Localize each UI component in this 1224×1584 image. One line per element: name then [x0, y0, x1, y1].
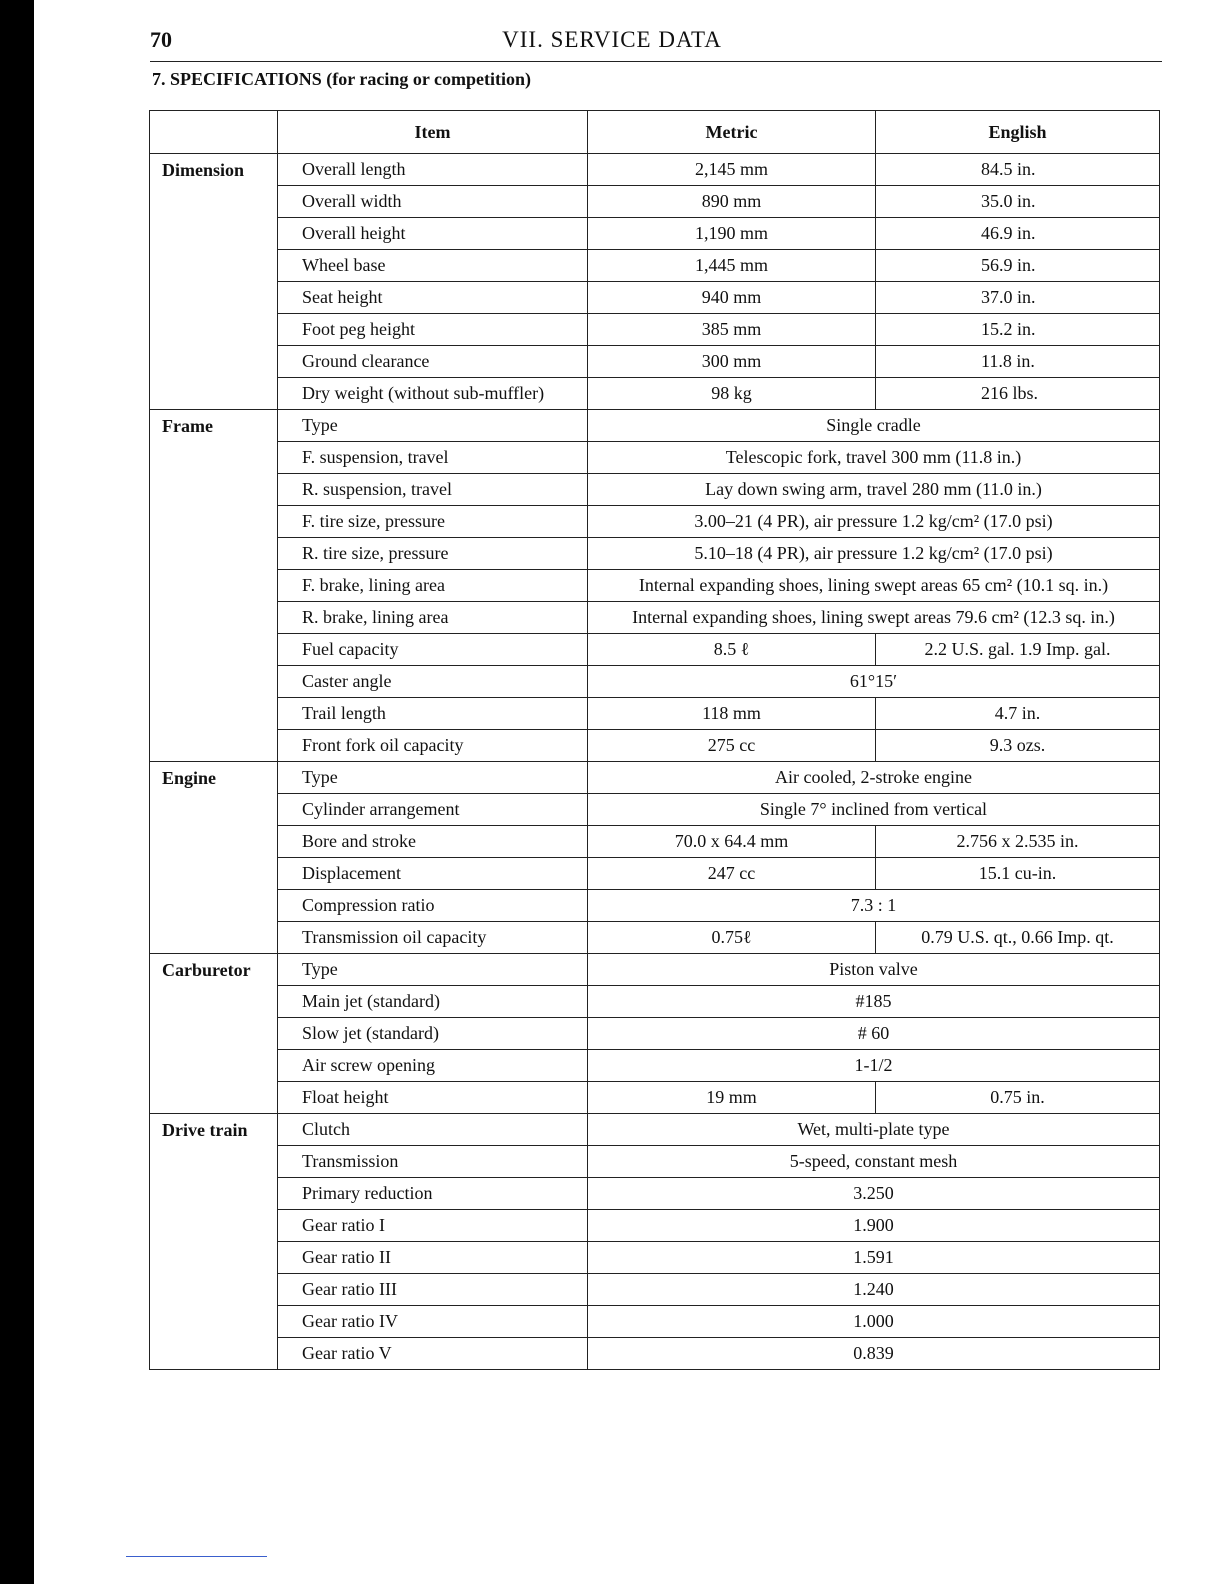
item-label: Gear ratio III: [278, 1274, 588, 1306]
spec-value: Piston valve: [588, 954, 1160, 986]
table-row: [150, 1114, 1160, 1146]
footer-link-underline: [126, 1556, 267, 1557]
item-label: F. brake, lining area: [278, 570, 588, 602]
header-rule: [150, 61, 1162, 62]
table-row: [150, 1338, 1160, 1370]
english-value: 46.9 in.: [876, 218, 1160, 250]
english-value: 35.0 in.: [876, 186, 1160, 218]
specifications-table: [149, 110, 1160, 1370]
table-row: [150, 666, 1160, 698]
item-label: Type: [278, 410, 588, 442]
item-label: Seat height: [278, 282, 588, 314]
spec-value: #185: [588, 986, 1160, 1018]
english-value: 0.75 in.: [876, 1082, 1160, 1114]
item-label: Slow jet (standard): [278, 1018, 588, 1050]
english-value: 9.3 ozs.: [876, 730, 1160, 762]
category-label: Engine: [150, 762, 278, 954]
table-row: [150, 826, 1160, 858]
item-label: Type: [278, 762, 588, 794]
page-number: 70: [150, 27, 172, 52]
spec-value: 0.839: [588, 1338, 1160, 1370]
item-label: Gear ratio II: [278, 1242, 588, 1274]
spec-value: # 60: [588, 1018, 1160, 1050]
english-value: 15.1 cu-in.: [876, 858, 1160, 890]
category-label: Drive train: [150, 1114, 278, 1370]
spec-value: Internal expanding shoes, lining swept areas 79.6 cm² (12.3 sq. in.): [588, 602, 1160, 634]
item-label: Ground clearance: [278, 346, 588, 378]
item-label: Gear ratio V: [278, 1338, 588, 1370]
metric-value: 19 mm: [588, 1082, 876, 1114]
metric-value: 275 cc: [588, 730, 876, 762]
spec-value: 1.000: [588, 1306, 1160, 1338]
item-label: Front fork oil capacity: [278, 730, 588, 762]
english-value: 0.79 U.S. qt., 0.66 Imp. qt.: [876, 922, 1160, 954]
table-row: [150, 762, 1160, 794]
item-label: Float height: [278, 1082, 588, 1114]
table-row: [150, 634, 1160, 666]
table-row: [150, 186, 1160, 218]
category-label: Frame: [150, 410, 278, 762]
spec-value: 1.900: [588, 1210, 1160, 1242]
table-row: [150, 954, 1160, 986]
english-value: 4.7 in.: [876, 698, 1160, 730]
table-row: [150, 378, 1160, 410]
table-row: [150, 154, 1160, 186]
item-label: Overall height: [278, 218, 588, 250]
item-label: Bore and stroke: [278, 826, 588, 858]
item-label: R. suspension, travel: [278, 474, 588, 506]
spec-value: Wet, multi-plate type: [588, 1114, 1160, 1146]
spec-value: 5.10–18 (4 PR), air pressure 1.2 kg/cm² (17.0 psi): [588, 538, 1160, 570]
table-row: [150, 250, 1160, 282]
spec-value: 5-speed, constant mesh: [588, 1146, 1160, 1178]
item-label: Overall length: [278, 154, 588, 186]
table-header-row: [150, 111, 1160, 154]
table-row: [150, 1018, 1160, 1050]
item-label: Trail length: [278, 698, 588, 730]
item-label: Main jet (standard): [278, 986, 588, 1018]
item-label: Gear ratio I: [278, 1210, 588, 1242]
item-label: Foot peg height: [278, 314, 588, 346]
item-label: R. brake, lining area: [278, 602, 588, 634]
spec-value: Internal expanding shoes, lining swept areas 65 cm² (10.1 sq. in.): [588, 570, 1160, 602]
item-label: Compression ratio: [278, 890, 588, 922]
english-value: 15.2 in.: [876, 314, 1160, 346]
spec-value: 1.591: [588, 1242, 1160, 1274]
metric-value: 1,445 mm: [588, 250, 876, 282]
table-row: [150, 794, 1160, 826]
metric-value: 890 mm: [588, 186, 876, 218]
spec-value: 61°15′: [588, 666, 1160, 698]
section-title: 7. SPECIFICATIONS (for racing or competition): [152, 69, 531, 89]
item-label: Primary reduction: [278, 1178, 588, 1210]
table-row: [150, 858, 1160, 890]
column-header-english: English: [876, 111, 1160, 154]
table-row: [150, 698, 1160, 730]
table-row: [150, 218, 1160, 250]
item-label: Caster angle: [278, 666, 588, 698]
item-label: Displacement: [278, 858, 588, 890]
item-label: Cylinder arrangement: [278, 794, 588, 826]
english-value: 216 lbs.: [876, 378, 1160, 410]
table-row: [150, 570, 1160, 602]
item-label: F. suspension, travel: [278, 442, 588, 474]
metric-value: 98 kg: [588, 378, 876, 410]
category-label: Carburetor: [150, 954, 278, 1114]
table-row: [150, 922, 1160, 954]
table-row: [150, 1050, 1160, 1082]
specifications-body: [150, 154, 1160, 1370]
item-label: Dry weight (without sub-muffler): [278, 378, 588, 410]
metric-value: 0.75ℓ: [588, 922, 876, 954]
item-label: Clutch: [278, 1114, 588, 1146]
table-row: [150, 1146, 1160, 1178]
scan-binding-edge: [0, 0, 34, 1584]
metric-value: 1,190 mm: [588, 218, 876, 250]
table-row: [150, 1242, 1160, 1274]
english-value: 11.8 in.: [876, 346, 1160, 378]
spec-value: 3.250: [588, 1178, 1160, 1210]
metric-value: 385 mm: [588, 314, 876, 346]
english-value: 84.5 in.: [876, 154, 1160, 186]
spec-value: Telescopic fork, travel 300 mm (11.8 in.): [588, 442, 1160, 474]
metric-value: 247 cc: [588, 858, 876, 890]
column-header-metric: Metric: [588, 111, 876, 154]
table-row: [150, 410, 1160, 442]
table-row: [150, 1178, 1160, 1210]
item-label: Gear ratio IV: [278, 1306, 588, 1338]
item-label: Type: [278, 954, 588, 986]
table-row: [150, 346, 1160, 378]
spec-value: Single 7° inclined from vertical: [588, 794, 1160, 826]
column-header-category: [150, 111, 278, 154]
item-label: Wheel base: [278, 250, 588, 282]
item-label: Air screw opening: [278, 1050, 588, 1082]
table-row: [150, 474, 1160, 506]
chapter-title: VII. SERVICE DATA: [502, 27, 722, 52]
english-value: 56.9 in.: [876, 250, 1160, 282]
spec-value: Air cooled, 2-stroke engine: [588, 762, 1160, 794]
metric-value: 8.5 ℓ: [588, 634, 876, 666]
table-row: [150, 890, 1160, 922]
spec-value: 7.3 : 1: [588, 890, 1160, 922]
item-label: Transmission: [278, 1146, 588, 1178]
spec-value: 1-1/2: [588, 1050, 1160, 1082]
category-label: Dimension: [150, 154, 278, 410]
spec-value: 3.00–21 (4 PR), air pressure 1.2 kg/cm² (17.0 psi): [588, 506, 1160, 538]
metric-value: 70.0 x 64.4 mm: [588, 826, 876, 858]
column-header-item: Item: [278, 111, 588, 154]
english-value: 2.2 U.S. gal. 1.9 Imp. gal.: [876, 634, 1160, 666]
spec-value: Single cradle: [588, 410, 1160, 442]
table-row: [150, 1082, 1160, 1114]
item-label: Overall width: [278, 186, 588, 218]
table-row: [150, 986, 1160, 1018]
metric-value: 940 mm: [588, 282, 876, 314]
table-row: [150, 730, 1160, 762]
table-row: [150, 602, 1160, 634]
metric-value: 118 mm: [588, 698, 876, 730]
table-row: [150, 442, 1160, 474]
metric-value: 300 mm: [588, 346, 876, 378]
metric-value: 2,145 mm: [588, 154, 876, 186]
table-row: [150, 1210, 1160, 1242]
spec-value: 1.240: [588, 1274, 1160, 1306]
table-row: [150, 538, 1160, 570]
item-label: Transmission oil capacity: [278, 922, 588, 954]
item-label: R. tire size, pressure: [278, 538, 588, 570]
item-label: Fuel capacity: [278, 634, 588, 666]
table-row: [150, 1274, 1160, 1306]
table-row: [150, 506, 1160, 538]
english-value: 37.0 in.: [876, 282, 1160, 314]
english-value: 2.756 x 2.535 in.: [876, 826, 1160, 858]
spec-value: Lay down swing arm, travel 280 mm (11.0 in.): [588, 474, 1160, 506]
table-row: [150, 314, 1160, 346]
table-row: [150, 1306, 1160, 1338]
item-label: F. tire size, pressure: [278, 506, 588, 538]
table-row: [150, 282, 1160, 314]
